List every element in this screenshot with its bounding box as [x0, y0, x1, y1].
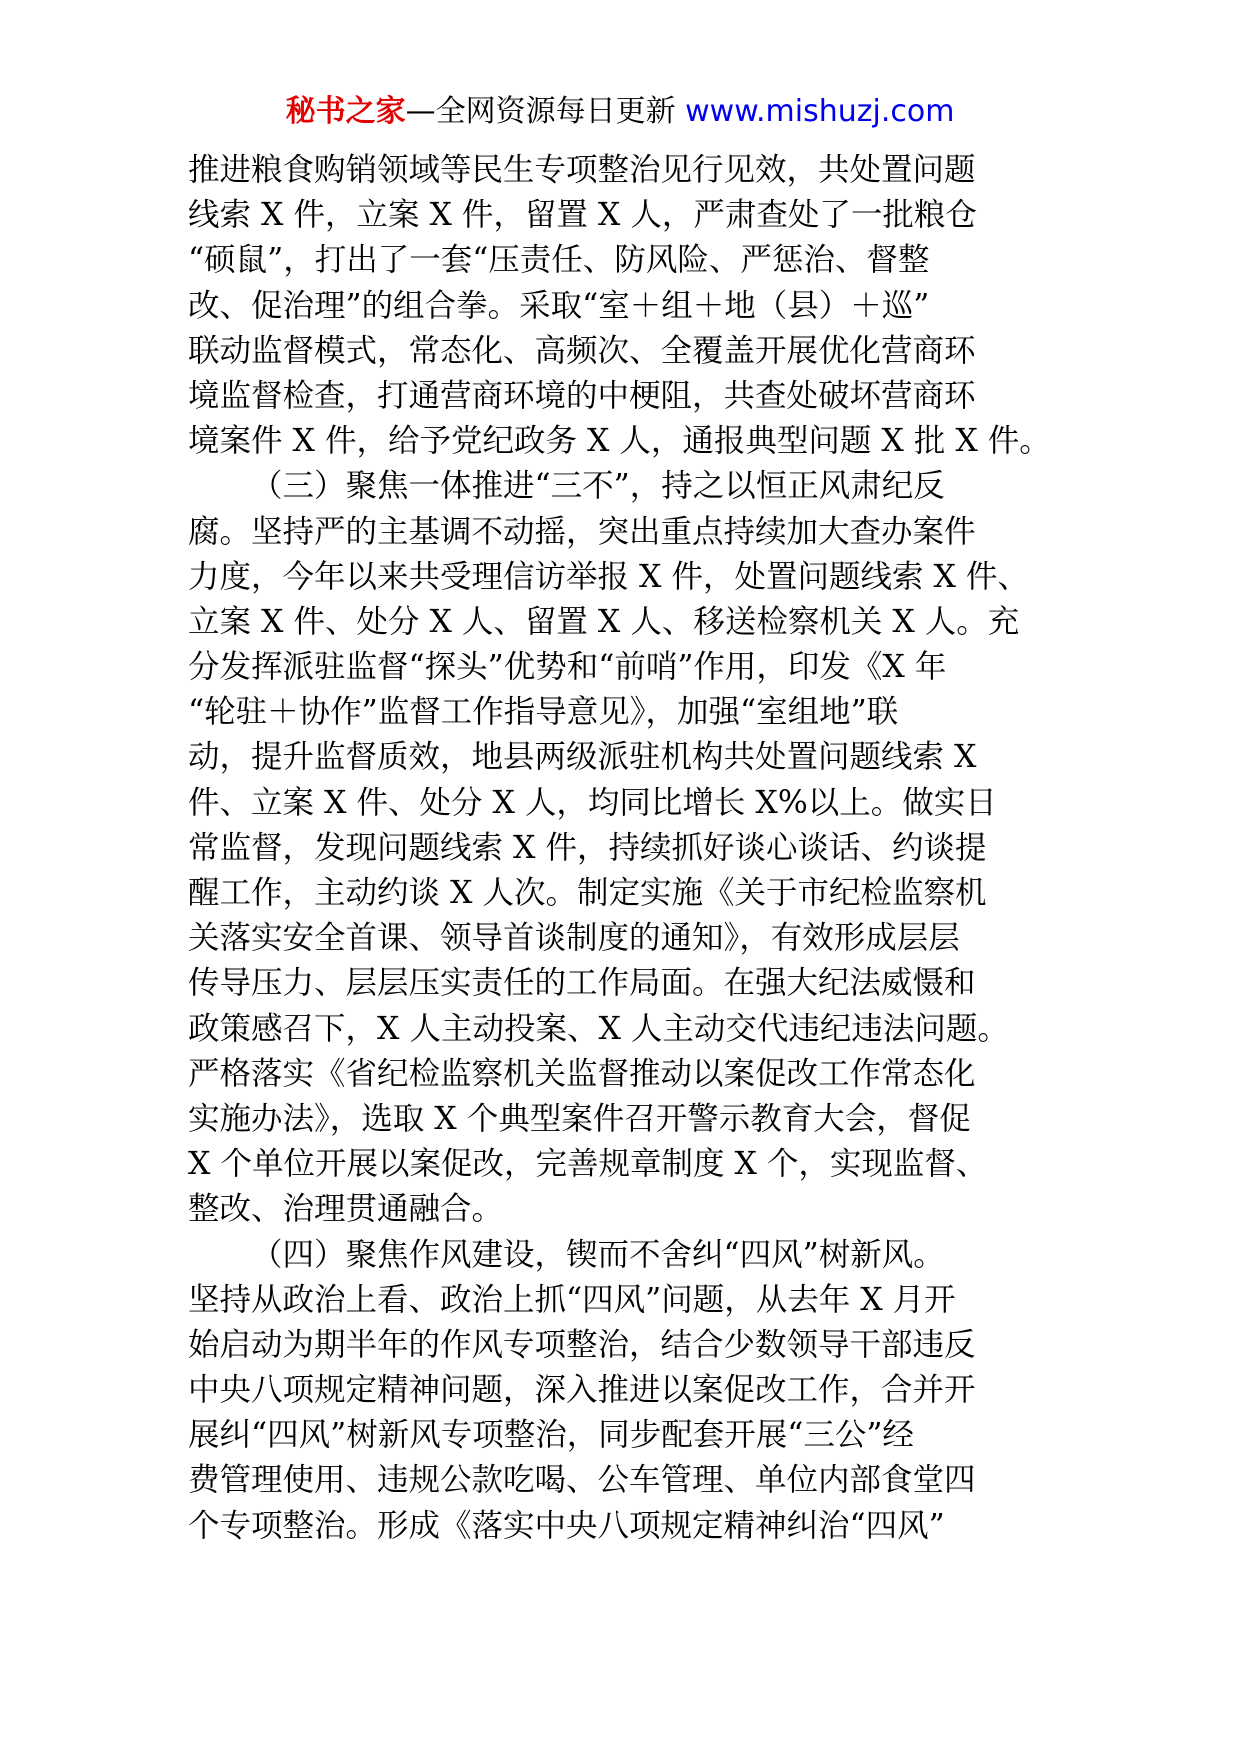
- brand-name: 秘书之家: [285, 94, 406, 129]
- text-line: 立案 X 件、处分 X 人、留置 X 人、移送检察机关 X 人。充: [188, 603, 1020, 640]
- text-line: 展纠“四风”树新风专项整治，同步配套开展“三公”经: [188, 1417, 914, 1454]
- text-line: 件、立案 X 件、处分 X 人，均同比增长 X%以上。做实日: [188, 784, 997, 821]
- document-body: [188, 148, 1068, 1549]
- text-line: 推进粮食购销领域等民生专项整治见行见效，共处置问题: [188, 152, 976, 188]
- text-line: 坚持从政治上看、政治上抓“四风”问题，从去年 X 月开: [188, 1281, 956, 1318]
- text-line: 严格落实《省纪检监察机关监督推动以案促改工作常态化: [188, 1055, 976, 1092]
- text-line: 传导压力、层层压实责任的工作局面。在强大纪法威慑和: [188, 965, 976, 1002]
- section-heading-line: （四）聚焦作风建设，锲而不舍纠“四风”树新风。: [251, 1236, 945, 1273]
- site-header: [0, 88, 1240, 136]
- text-line: 常监督，发现问题线索 X 件，持续抓好谈心谈话、约谈提: [188, 829, 987, 866]
- text-line: “硕鼠”，打出了一套“压责任、防风险、严惩治、督整: [188, 242, 930, 279]
- text-line: 分发挥派驻监督“探头”优势和“前哨”作用，印发《X 年: [188, 649, 947, 686]
- section-heading-line: （三）聚焦一体推进“三不”，持之以恒正风肃纪反: [251, 468, 945, 505]
- text-line: 始启动为期半年的作风专项整治，结合少数领导干部违反: [188, 1326, 976, 1363]
- text-line: 中央八项规定精神问题，深入推进以案促改工作，合并开: [188, 1372, 976, 1409]
- text-line: 实施办法》，选取 X 个典型案件召开警示教育大会，督促: [188, 1100, 971, 1137]
- text-line: X 个单位开展以案促改，完善规章制度 X 个，实现监督、: [188, 1146, 988, 1183]
- text-line: 联动监督模式，常态化、高频次、全覆盖开展优化营商环: [188, 332, 976, 369]
- text-line: 费管理使用、违规公款吃喝、公车管理、单位内部食堂四: [188, 1462, 976, 1499]
- header-slogan: —全网资源每日更新: [405, 94, 686, 129]
- text-line: 动，提升监督质效，地县两级派驻机构共处置问题线索 X: [188, 739, 977, 776]
- text-line: 个专项整治。形成《落实中央八项规定精神纠治“四风”: [188, 1507, 945, 1544]
- text-line: 境监督检查，打通营商环境的中梗阻，共查处破坏营商环: [188, 377, 976, 414]
- text-line: 政策感召下，X 人主动投案、X 人主动交代违纪违法问题。: [188, 1010, 1009, 1047]
- text-line: 境案件 X 件，给予党纪政务 X 人，通报典型问题 X 批 X 件。: [188, 423, 1051, 460]
- text-line: 整改、治理贯通融合。: [188, 1191, 504, 1228]
- text-line: 腐。坚持严的主基调不动摇，突出重点持续加大查办案件: [188, 513, 976, 550]
- text-line: “轮驻＋协作”监督工作指导意见》，加强“室组地”联: [188, 694, 899, 731]
- text-line: 关落实安全首课、领导首谈制度的通知》，有效形成层层: [188, 920, 960, 957]
- text-line: 醒工作，主动约谈 X 人次。制定实施《关于市纪检监察机: [188, 875, 987, 911]
- site-url-link[interactable]: www.mishuzj.com: [685, 94, 955, 129]
- text-line: 改、促治理”的组合拳。采取“室＋组＋地（县）＋巡”: [188, 287, 930, 324]
- text-line: 力度，今年以来共受理信访举报 X 件，处置问题线索 X 件、: [188, 558, 1029, 595]
- text-line: 线索 X 件，立案 X 件，留置 X 人，严肃查处了一批粮仓: [188, 197, 977, 234]
